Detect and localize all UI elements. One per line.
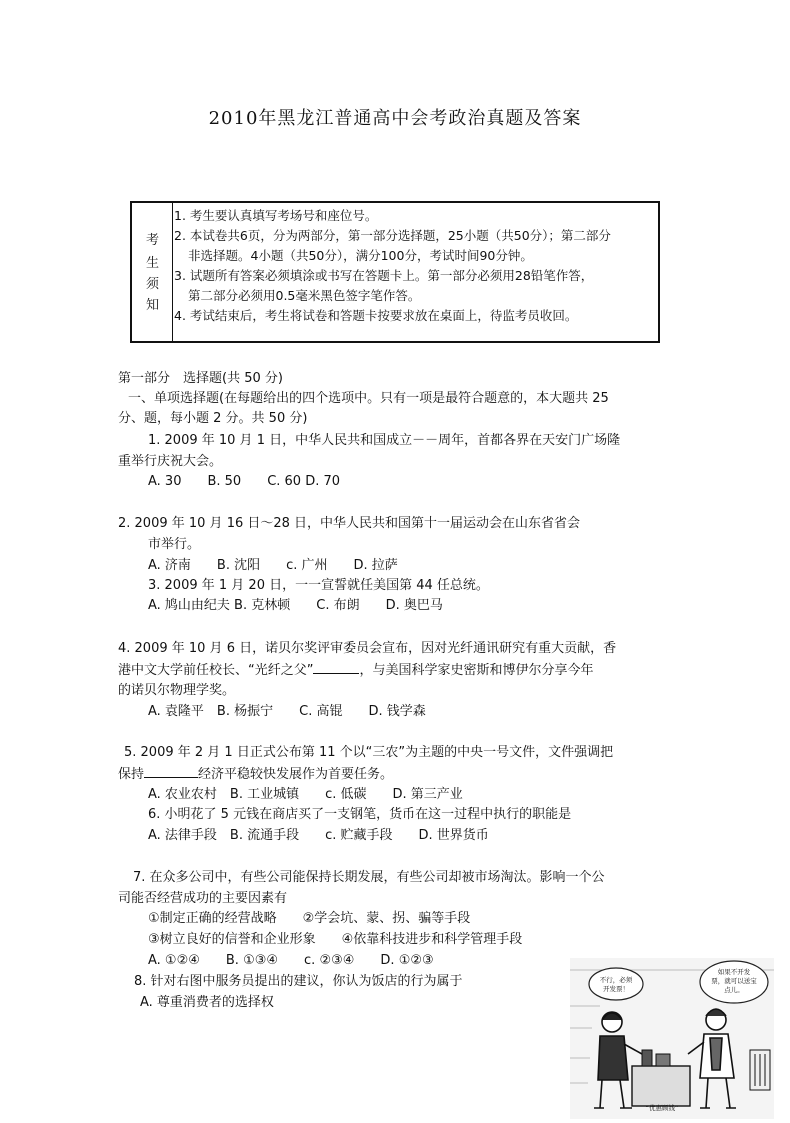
cartoon-illustration (570, 958, 774, 1119)
notice-item: 4. 考试结束后，考生将试卷和答题卡按要求放在桌面上，待监考员收回。 (174, 308, 578, 323)
counter-item (656, 1054, 670, 1066)
notice-item: 2. 本试卷共6页，分为两部分，第一部分选择题，25小题（共50分）；第二部分 (174, 228, 611, 243)
restaurant-counter (632, 1066, 690, 1106)
question-1-stem: 重举行庆祝大会。 (118, 454, 223, 469)
question-5-options: A. 农业农村 B. 工业城镇 c. 低碳 D. 第三产业 (148, 787, 463, 802)
question-6-options: A. 法律手段 B. 流通手段 c. 贮藏手段 D. 世界货币 (148, 828, 489, 843)
speech-bubble-right-text-2: 票，就可以送宝 (711, 977, 757, 985)
section-instruction: 分、题，每小题 2 分。共 50 分) (118, 411, 308, 426)
question-1-options: A. 30 B. 50 C. 60 D. 70 (148, 474, 341, 489)
question-3-options: A. 鸠山由纪夫 B. 克林顿 C. 布朗 D. 奥巴马 (148, 598, 443, 613)
question-4-stem: 4. 2009 年 10 月 6 日，诺贝尔奖评审委员会宣布，因对光纤通讯研究有重大贡献，香 (118, 641, 617, 656)
question-5-stem: 5. 2009 年 2 月 1 日正式公布第 11 个以“三农”为主题的中央一号文件，文件强调把 (124, 745, 614, 760)
speech-bubble-right-text-1: 如果不开发 (717, 968, 751, 976)
section-heading: 第一部分 选择题(共 50 分) (118, 371, 283, 386)
question-7-options: A. ①②④ B. ①③④ c. ②③④ D. ①②③ (148, 953, 434, 968)
question-1-stem: 1. 2009 年 10 月 1 日，中华人民共和国成立－－周年，首都各界在天安门广场隆 (148, 433, 621, 448)
notice-label-char: 考 (146, 233, 160, 248)
question-4-stem: 的诺贝尔物理学奖。 (118, 683, 236, 698)
notice-label-char: 生 (146, 256, 160, 271)
question-8-cartoon (570, 958, 774, 1119)
question-8-option-a: A. 尊重消费者的选择权 (140, 995, 274, 1010)
question-4-stem-part: ，与美国科学家史密斯和博伊尔分享今年 (359, 663, 594, 678)
speech-bubble-left-text-2: 开发票！ (603, 985, 629, 993)
question-6-stem: 6. 小明花了 5 元钱在商店买了一支钢笔，货币在这一过程中执行的职能是 (148, 807, 572, 822)
question-7-stem: 7. 在众多公司中，有些公司能保持长期发展，有些公司却被市场淘汰。影响一个公 (133, 870, 605, 885)
page-title: 2010年黑龙江普通高中会考政治真题及答案 (208, 108, 582, 129)
notice-label (132, 203, 173, 341)
section-instruction: 一、单项选择题(在每题给出的四个选项中。只有一项是最符合题意的，本大题共 25 (128, 391, 609, 406)
counter-item (642, 1050, 652, 1066)
question-3-stem: 3. 2009 年 1 月 20 日，一一宣誓就任美国第 44 任总统。 (148, 578, 489, 593)
notice-item: 1. 考生要认真填写考场号和座位号。 (174, 208, 378, 223)
question-7-item: ①制定正确的经营战略 ②学会坑、蒙、拐、骗等手段 (148, 911, 471, 926)
question-2-stem: 2. 2009 年 10 月 16 日～28 日，中华人民共和国第十一届运动会在山东省省会 (118, 516, 581, 531)
question-4-stem-part: 港中文大学前任校长、“光纤之父” (118, 663, 314, 678)
question-5-stem (118, 765, 393, 783)
notice-item: 非选择题。4小题（共50分），满分100分，考试时间90分钟。 (188, 248, 533, 263)
counter-sign: “优惠顾钱” (645, 1104, 679, 1112)
answer-blank (313, 661, 359, 674)
question-4-stem (118, 661, 594, 679)
answer-blank (144, 765, 198, 778)
exam-notice-box (130, 201, 660, 343)
question-7-stem: 司能否经营成功的主要因素有 (118, 891, 288, 906)
speech-bubble-left (589, 968, 643, 1000)
question-2-stem: 市举行。 (148, 537, 201, 552)
notice-item: 3. 试题所有答案必须填涂或书写在答题卡上。第一部分必须用28铅笔作答， (174, 268, 594, 283)
question-2-options: A. 济南 B. 沈阳 c. 广州 D. 拉萨 (148, 558, 398, 573)
notice-item: 第二部分必须用0.5毫米黑色签字笔作答。 (188, 288, 421, 303)
question-8-stem: 8. 针对右图中服务员提出的建议，你认为饭店的行为属于 (134, 974, 463, 989)
question-5-stem-part: 经济平稳较快发展作为首要任务。 (198, 767, 394, 782)
notice-label-char: 知 (146, 298, 160, 313)
question-7-item: ③树立良好的信誉和企业形象 ④依靠科技进步和科学管理手段 (148, 932, 523, 947)
question-5-stem-part: 保持 (118, 767, 145, 782)
notice-items (174, 206, 654, 326)
speech-bubble-right-text-3: 点儿。 (724, 986, 744, 994)
notice-label-char: 须 (146, 277, 160, 292)
question-4-options: A. 袁隆平 B. 杨振宁 C. 高锟 D. 钱学森 (148, 704, 426, 719)
speech-bubble-left-text-1: 不行，必须 (599, 976, 633, 984)
